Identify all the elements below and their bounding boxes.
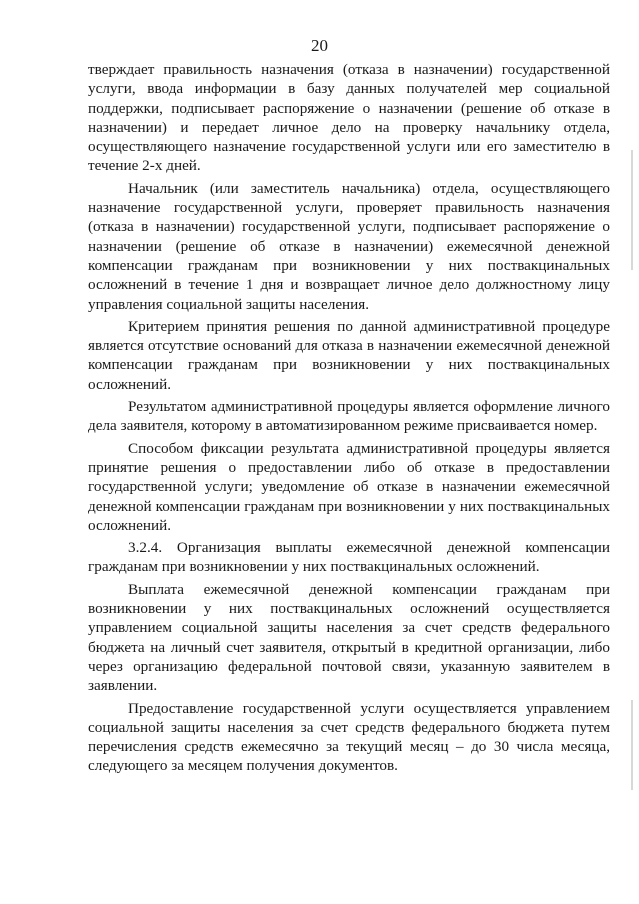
scan-edge-mark bbox=[631, 150, 633, 270]
paragraph-fixation-method: Способом фиксации результата административной процедуры является принятие решения о предоставлении либо об отказе в предоставлении государственной услуги; уведомление об отказе в назначении ежемесячной денежной компенсации гражданам при возникновении у них поствакцинальных осложнений. bbox=[88, 439, 610, 534]
document-body bbox=[88, 60, 610, 776]
paragraph-continuation: тверждает правильность назначения (отказа в назначении) государственной услуги, ввода информации в базу данных получателей мер социальной поддержки, подписывает распоряжение о назначении (решение об отказе в назначении) и передает личное дело на проверку начальнику отдела, осуществляющего назначение государственной услуги или его заместителю в течение 2-х дней. bbox=[88, 61, 610, 175]
page-number: 20 bbox=[311, 36, 328, 55]
scan-edge-mark bbox=[631, 700, 633, 790]
paragraph-procedure-result: Результатом административной процедуры является оформление личного дела заявителя, которому в автоматизированном режиме присваивается номер. bbox=[88, 398, 610, 435]
paragraph-funding: Предоставление государственной услуги осуществляется управлением социальной защиты населения за счет средств федерального бюджета путем перечисления средств ежемесячно за текущий месяц – до 30 числа месяца, следующего за месяцем получения документов. bbox=[88, 699, 610, 775]
paragraph-decision-criterion: Критерием принятия решения по данной административной процедуре является отсутствие оснований для отказа в назначении ежемесячной денежной компенсации гражданам при возникновении у них поствакцинальных осложнений. bbox=[88, 317, 610, 393]
paragraph-head-review: Начальник (или заместитель начальника) отдела, осуществляющего назначение государственной услуги, проверяет правильность назначения (отказа в назначении) государственной услуги, подписывает распоряжение о назначении (решение об отказе в назначении) ежемесячной денежной компенсации гражданам при возникновении у них поствакцинальных осложнений в течение 1 дня и возвращает личное дело должностному лицу управления социальной защиты населения. bbox=[88, 179, 610, 313]
section-heading-3-2-4: 3.2.4. Организация выплаты ежемесячной денежной компенсации гражданам при возникновении у них поствакцинальных осложнений. bbox=[88, 539, 610, 576]
paragraph-payment: Выплата ежемесячной денежной компенсации гражданам при возникновении у них поствакцинальных осложнений осуществляется управлением социальной защиты населения за счет средств федерального бюджета на личный счет заявителя, открытый в кредитной организации, либо через организацию федеральной почтовой связи, указанную заявителем в заявлении. bbox=[88, 580, 610, 695]
